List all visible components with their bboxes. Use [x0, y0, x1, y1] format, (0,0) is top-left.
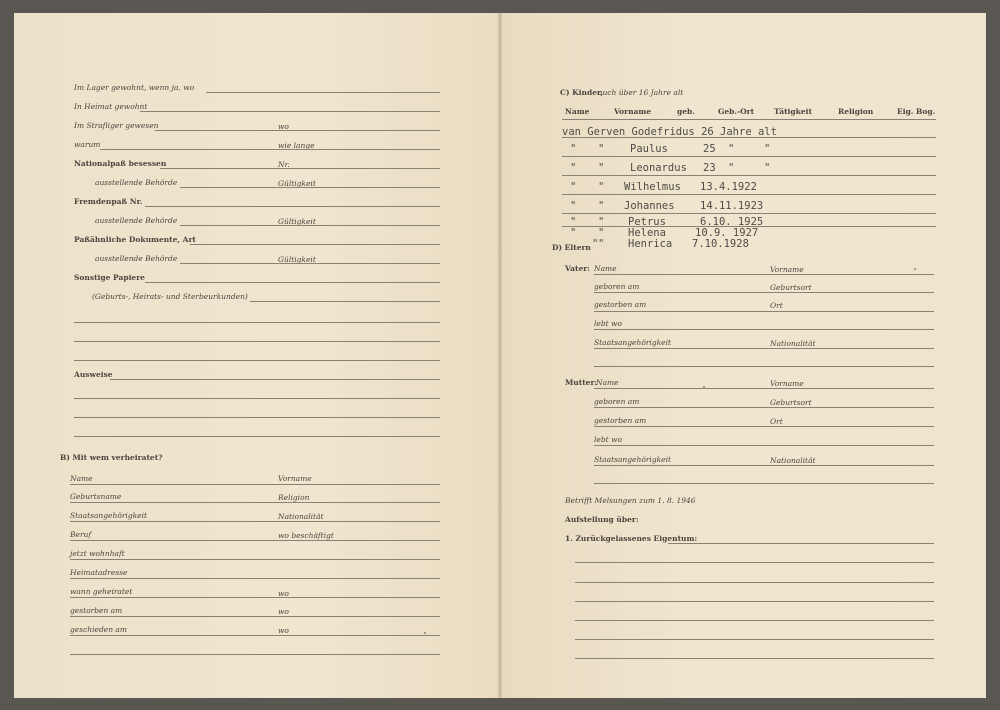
label-nationalitaet: Nationalität	[770, 339, 816, 348]
field-line	[594, 388, 934, 389]
child-birthdate: 7.10.1928	[692, 238, 749, 250]
child-birthdate: 10.9. 1927	[695, 227, 759, 239]
label-wo: wo	[278, 122, 289, 131]
child-given-name: Henrica	[628, 238, 673, 250]
child-birthdate: 13.4.1922	[700, 181, 757, 193]
child-row-1: van Gerven Godefridus 26 Jahre alt	[562, 126, 777, 138]
field-line	[70, 578, 440, 579]
child-age: 25	[703, 143, 716, 155]
label-jetzt-wohnhaft: jetzt wohnhaft	[70, 549, 125, 558]
field-line	[74, 322, 440, 323]
table-row-line	[562, 156, 936, 157]
label-lager: Im Lager gewohnt, wenn ja, wo	[74, 83, 195, 92]
aufstellung-label: Aufstellung über:	[565, 515, 639, 524]
ditto-mark: "	[598, 143, 605, 155]
ditto-mark: "	[598, 227, 605, 239]
field-line	[74, 417, 440, 418]
child-birthdate: 6.10. 1925	[700, 216, 764, 228]
ditto-mark: "	[598, 238, 605, 250]
field-line	[575, 658, 934, 659]
table-row-line	[562, 175, 936, 176]
vater-label: Vater:	[565, 264, 590, 273]
field-line	[110, 379, 440, 380]
ditto-mark: "	[592, 238, 599, 250]
ink-speck	[424, 632, 426, 634]
label-wie-lange: wie lange	[278, 141, 315, 150]
field-line	[74, 436, 440, 437]
label-geboren-am: geboren am	[594, 397, 640, 406]
betrifft-line: Betrifft Melsungen zum 1. 8. 1946	[565, 496, 696, 505]
ditto-mark: "	[570, 143, 577, 155]
label-name: Name	[70, 474, 93, 483]
ditto-mark: "	[570, 227, 577, 239]
section-c-subtitle: auch über 16 Jahre alt	[598, 88, 684, 97]
field-line	[70, 521, 440, 522]
ditto-mark: "	[764, 143, 771, 155]
ditto-mark: "	[570, 162, 577, 174]
label-wann-geheiratet: wann geheiratet	[70, 587, 133, 596]
label-nationalitaet: Nationalität	[278, 512, 324, 521]
child-given-name: Helena	[628, 227, 666, 239]
field-line	[594, 445, 934, 446]
table-row-line	[562, 194, 936, 195]
ditto-mark: "	[598, 200, 605, 212]
label-staatsangehoerigkeit: Staatsangehörigkeit	[70, 511, 148, 520]
field-line	[160, 168, 440, 169]
label-vorname: Vorname	[770, 265, 804, 274]
label-heimatadresse: Heimatadresse	[70, 568, 128, 577]
col-header-religion: Religion	[838, 107, 874, 116]
label-nationalitaet: Nationalität	[770, 456, 816, 465]
label-geburtsort: Geburtsort	[770, 398, 812, 407]
label-behoerde: ausstellende Behörde	[95, 178, 178, 187]
field-line	[70, 540, 440, 541]
page-fold	[497, 13, 503, 698]
field-line	[575, 639, 934, 640]
child-given-name: Johannes	[624, 200, 675, 212]
field-line	[190, 244, 440, 245]
col-header-taetigkeit: Tätigkeit	[774, 107, 812, 116]
label-geboren-am: geboren am	[594, 282, 640, 291]
field-line	[70, 616, 440, 617]
field-line	[594, 274, 934, 275]
ink-speck	[914, 268, 916, 270]
label-geburtsort: Geburtsort	[770, 283, 812, 292]
label-gueltigkeit: Gültigkeit	[278, 179, 316, 188]
ditto-mark: "	[570, 216, 577, 228]
field-line	[575, 601, 934, 602]
table-row-line	[562, 213, 936, 214]
section-c-title: C) Kinder,	[560, 88, 603, 97]
field-line	[575, 562, 934, 563]
field-line	[74, 341, 440, 342]
label-heimat: In Heimat gewohnt	[74, 102, 148, 111]
section-b-title: B) Mit wem verheiratet?	[60, 453, 163, 462]
col-header-geb: geb.	[677, 107, 695, 116]
label-name: Name	[594, 264, 617, 273]
label-religion: Religion	[278, 493, 310, 502]
label-vorname: Vorname	[278, 474, 312, 483]
col-header-vorname: Vorname	[614, 107, 652, 116]
field-line	[180, 263, 440, 264]
field-line	[594, 348, 934, 349]
field-line	[594, 407, 934, 408]
eigentum-label: 1. Zurückgelassenes Eigentum:	[565, 534, 698, 543]
label-wo: wo	[278, 607, 289, 616]
label-passaehnliche: Paßähnliche Dokumente, Art	[74, 235, 196, 244]
field-line	[180, 187, 440, 188]
field-line	[594, 426, 934, 427]
label-geschieden-am: geschieden am	[70, 625, 127, 634]
col-header-eig-bog: Eig. Bog.	[897, 107, 936, 116]
field-line	[250, 301, 440, 302]
field-line	[145, 206, 440, 207]
child-given-name: Petrus	[628, 216, 666, 228]
field-line	[70, 502, 440, 503]
label-staatsangehoerigkeit: Staatsangehörigkeit	[594, 338, 672, 347]
label-warum: warum	[74, 140, 101, 149]
field-line	[668, 543, 934, 544]
ditto-mark: "	[728, 143, 735, 155]
label-sonstige: Sonstige Papiere	[74, 273, 145, 282]
field-line	[206, 92, 440, 93]
label-ausweise: Ausweise	[74, 370, 113, 379]
ink-speck	[703, 386, 705, 388]
label-straflager: Im Strafliger gewesen	[74, 121, 159, 130]
child-given-name: Wilhelmus	[624, 181, 681, 193]
field-line	[594, 292, 934, 293]
section-d-title: D) Eltern	[552, 243, 591, 252]
field-line	[70, 484, 440, 485]
label-wo: wo	[278, 626, 289, 635]
label-behoerde: ausstellende Behörde	[95, 216, 178, 225]
label-lebt-wo: lebt wo	[594, 319, 622, 328]
field-line	[155, 130, 440, 131]
ditto-mark: "	[598, 162, 605, 174]
field-line	[70, 597, 440, 598]
label-wo-beschaeftigt: wo beschäftigt	[278, 531, 334, 540]
ditto-mark: "	[728, 162, 735, 174]
field-line	[74, 398, 440, 399]
child-given-name: Leonardus	[630, 162, 687, 174]
child-given-name: Paulus	[630, 143, 668, 155]
label-gueltigkeit: Gültigkeit	[278, 217, 316, 226]
label-nationalpass: Nationalpaß besessen	[74, 159, 167, 168]
label-geburtsname: Geburtsname	[70, 492, 122, 501]
label-fremdenpass: Fremdenpaß Nr.	[74, 197, 143, 206]
field-line	[594, 465, 934, 466]
label-behoerde: ausstellende Behörde	[95, 254, 178, 263]
label-ort: Ort	[770, 417, 783, 426]
label-gestorben-am: gestorben am	[594, 416, 647, 425]
child-age: 23	[703, 162, 716, 174]
ditto-mark: "	[570, 200, 577, 212]
label-gueltigkeit: Gültigkeit	[278, 255, 316, 264]
label-urkunden: (Geburts-, Heirats- und Sterbeurkunden)	[92, 292, 248, 301]
field-line	[594, 483, 934, 484]
col-header-name: Name	[565, 107, 590, 116]
label-name: Name	[596, 378, 619, 387]
label-gestorben-am: gestorben am	[594, 300, 647, 309]
table-row-line	[562, 137, 936, 138]
ditto-mark: "	[598, 216, 605, 228]
label-nr: Nr.	[278, 160, 290, 169]
field-line	[70, 559, 440, 560]
ditto-mark: "	[598, 181, 605, 193]
field-line	[100, 149, 440, 150]
field-line	[594, 311, 934, 312]
label-gestorben-am: gestorben am	[70, 606, 123, 615]
field-line	[575, 620, 934, 621]
label-beruf: Beruf	[70, 530, 92, 539]
label-wo: wo	[278, 589, 289, 598]
field-line	[594, 329, 934, 330]
label-staatsangehoerigkeit: Staatsangehörigkeit	[594, 455, 672, 464]
ditto-mark: "	[570, 181, 577, 193]
field-line	[74, 360, 440, 361]
child-birthdate: 14.11.1923	[700, 200, 764, 212]
field-line	[180, 225, 440, 226]
field-line	[594, 366, 934, 367]
mutter-label: Mutter:	[565, 378, 598, 387]
field-line	[145, 282, 440, 283]
field-line	[70, 635, 440, 636]
label-ort: Ort	[770, 301, 783, 310]
col-header-geb-ort: Geb.-Ort	[718, 107, 755, 116]
field-line	[575, 582, 934, 583]
field-line	[70, 654, 440, 655]
table-header-line	[562, 119, 936, 120]
ditto-mark: "	[764, 162, 771, 174]
label-lebt-wo: lebt wo	[594, 435, 622, 444]
label-vorname: Vorname	[770, 379, 804, 388]
field-line	[140, 111, 440, 112]
